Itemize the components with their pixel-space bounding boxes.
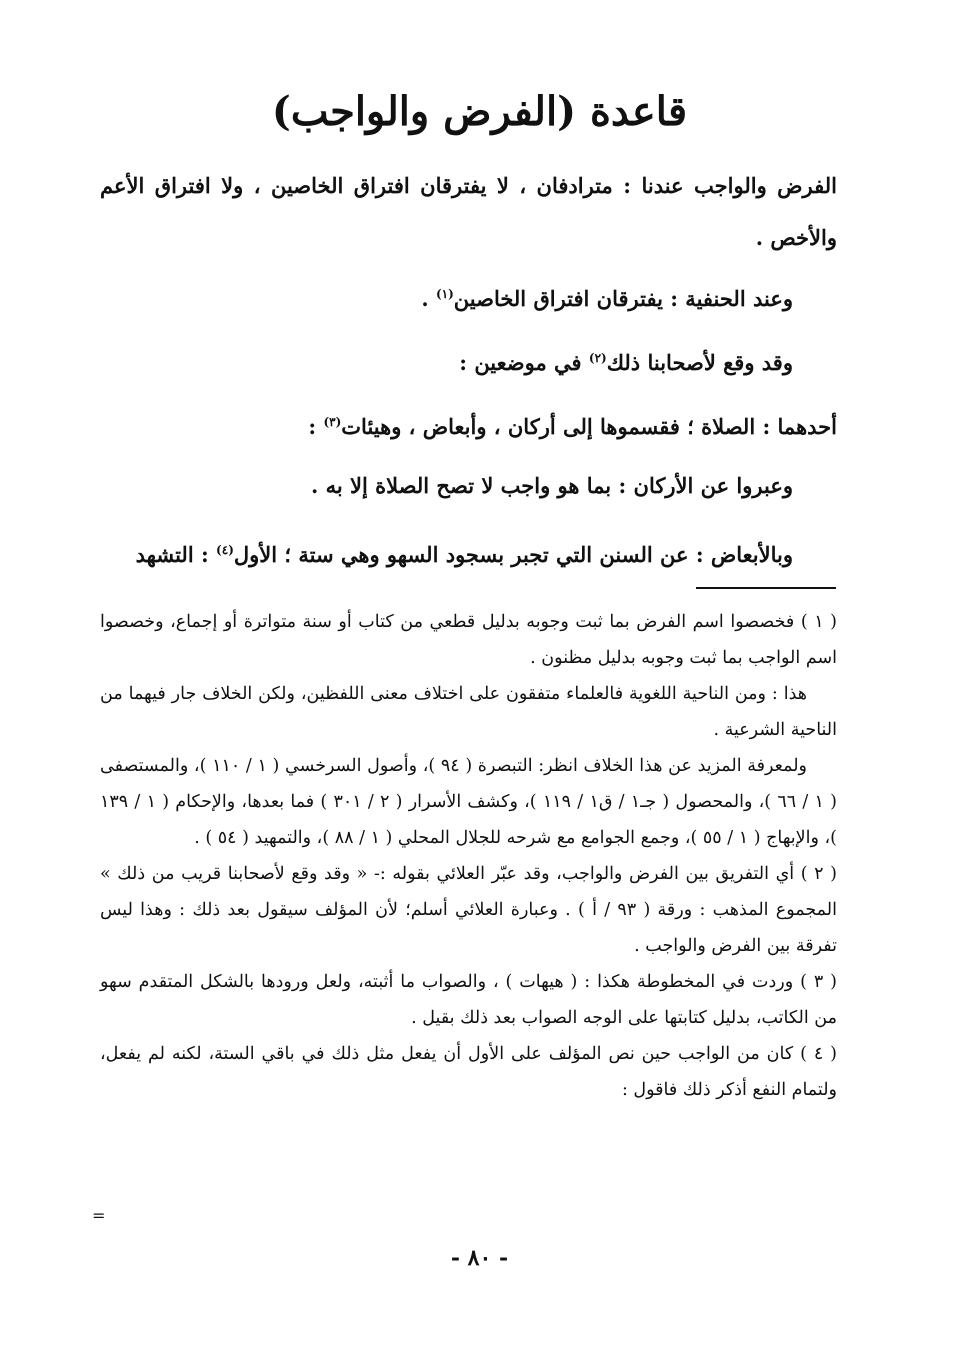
footnote-3: ( ٣ ) وردت في المخطوطة هكذا : ( هيهات ) ، والصواب ما أثبته، ولعل ورودها بالشكل المتقدم سهو من الكاتب، بدليل كتابتها على الوجه الصواب بعد ذلك بقيل . [100,972,837,1028]
footnote-ref-4[interactable]: (٤) [216,543,234,557]
paragraph-3-text-a: وقد وقع لأصحابنا ذلك [606,350,793,375]
page-title: قاعدة (الفرض والواجب) [271,88,688,135]
footnotes [100,604,837,1108]
continuation-mark: = [92,1206,106,1225]
footnote-ref-2[interactable]: (٢) [588,351,607,365]
footnote-ref-1[interactable]: (١) [435,287,454,301]
page-number: - ٨٠ - [450,1245,509,1271]
footnote-1-cont-b: ولمعرفة المزيد عن هذا الخلاف انظر: التبصرة ( ٩٤ )، وأصول السرخسي ( ١ / ١١٠ )، والمستصفى ( ١ / ٦٦ )، والمحصول ( جـ١ / ق١ / ١١٩ )، وكشف الأسرار ( ٢ / ٣٠١ ) فما بعدها، والإحكام ( ١ / ١٣٩ )، والإبهاج ( ١ / ٥٥ )، وجمع الجوامع مع شرحه للجلال المحلي ( ١ / ٨٨ )، والتمهيد ( ٥٤ ) . [100,756,837,848]
paragraph-4: أحدهما : الصلاة ؛ فقسموها إلى أركان ، وأبعاض ، وهيئات$^{(٣)}$ : [308,414,837,439]
paragraph-2: وعند الحنفية : يفترقان افتراق الخاصين$^{(١)}$ . [421,286,793,311]
paragraph-3 [100,344,837,377]
footnote-2: ( ٢ ) أي التفريق بين الفرض والواجب، وقد عبّر العلائي بقوله :- « وقد وقع لأصحابنا قريب من ذلك » المجموع المذهب : ورقة ( ٩٣ / أ ) . وعبارة العلائي أسلم؛ لأن المؤلف سيقول بعد ذلك : وهذا ليس تفرقة بين الفرض والواجب . [100,864,838,956]
paragraph-6 [100,536,837,569]
paragraph-4-text: أحدهما : الصلاة ؛ فقسموها إلى أركان ، وأبعاض ، وهيئات [341,414,837,439]
paragraph-3-text-b: في موضعين : [459,350,582,375]
footnote-1: ( ١ ) فخصصوا اسم الفرض بما ثبت وجوبه بدليل قطعي من كتاب أو سنة متواترة أو إجماع، وخصصوا اسم الواجب بما ثبت وجوبه بدليل مظنون . [100,612,837,668]
paragraph-5: وعبروا عن الأركان : بما هو واجب لا تصح الصلاة إلا به . [310,473,793,498]
paragraph-6-text: وبالأبعاض : عن السنن التي تجبر بسجود السهو وهي ستة ؛ الأول [233,542,793,567]
paragraph-6-text-end: : التشهد [135,542,209,567]
paragraph-1: الفرض والواجب عندنا : مترادفان ، لا يفترقان افتراق الخاصين ، ولا افتراق الأعم والأخص . [100,173,837,250]
footnote-separator [696,587,836,589]
paragraph-2-text: وعند الحنفية : يفترقان افتراق الخاصين [453,286,793,311]
footnote-ref-3[interactable]: (٣) [323,415,342,429]
footnote-1-cont-a: هذا : ومن الناحية اللغوية فالعلماء متفقون على اختلاف معنى اللفظين، ولكن الخلاف جار فيهما من الناحية الشرعية . [100,684,837,740]
footnote-4: ( ٤ ) كان من الواجب حين نص المؤلف على الأول أن يفعل مثل ذلك في باقي الستة، لكنه لم يفعل، ولتمام النفع أذكر ذلك فاقول : [100,1044,837,1100]
